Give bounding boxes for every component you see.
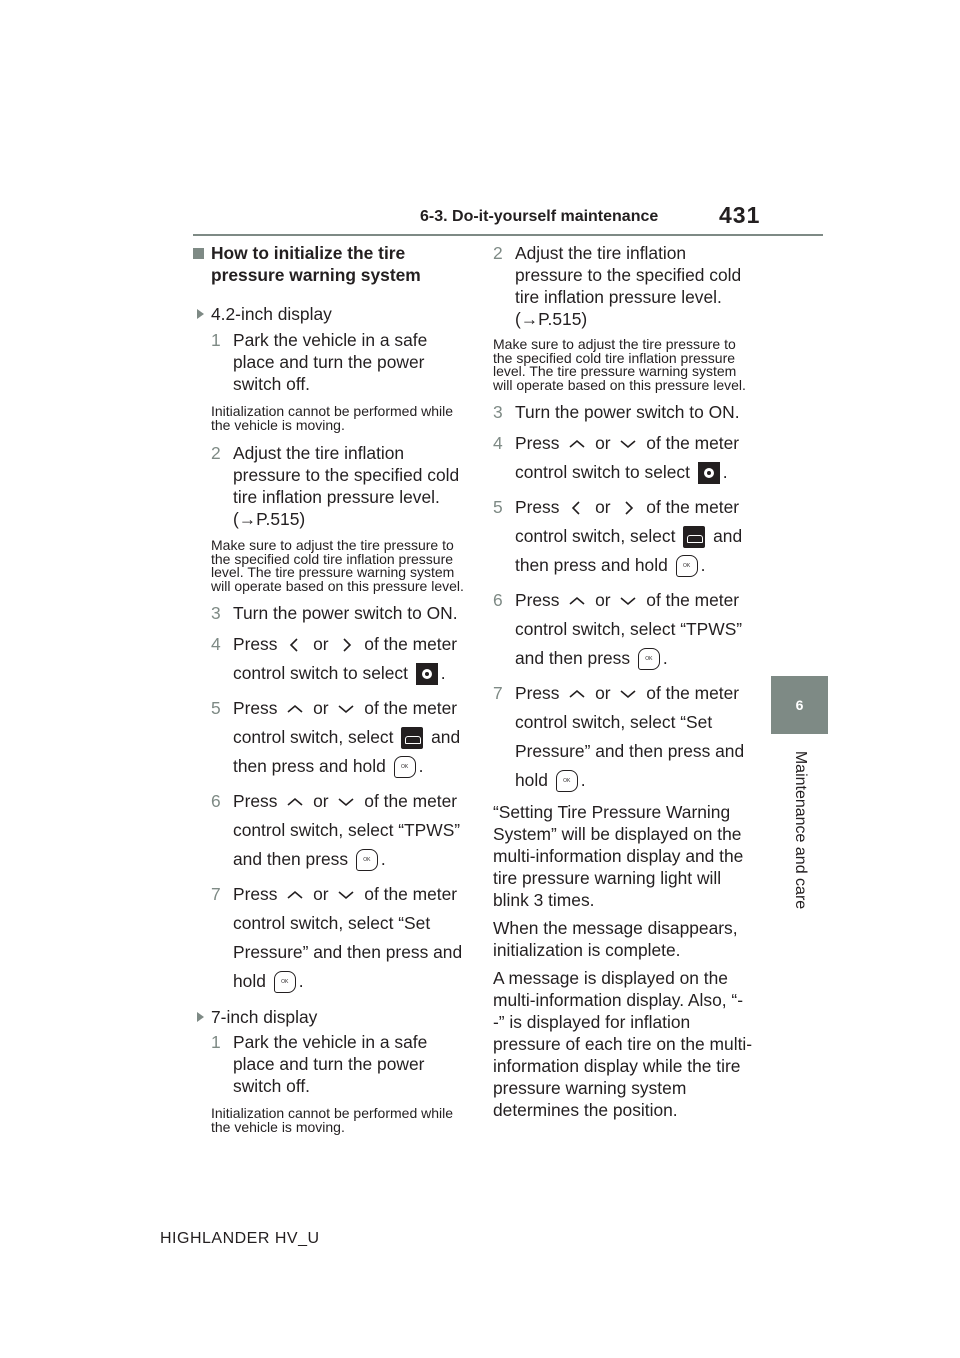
triangle-bullet-icon [197, 1012, 204, 1022]
step-number: 7 [211, 884, 221, 904]
step-5 [493, 493, 753, 580]
step-text: or [595, 590, 611, 610]
step-number: 2 [493, 243, 503, 263]
step-text: Adjust the tire inflation pressure to the specified cold tire inflation pressure level. (→P.515) [233, 443, 460, 529]
step-6 [493, 586, 753, 673]
page-number: 431 [719, 202, 761, 228]
ok-button-icon: OK [274, 971, 296, 993]
step-text: Press [233, 698, 278, 718]
step-text: Adjust the tire inflation pressure to the specified cold tire inflation pressure level. (→P.515) [515, 243, 742, 329]
heading-text: How to initialize the tire pressure warning system [211, 243, 421, 285]
step-text: Park the vehicle in a safe place and turn the power switch off. [233, 1032, 428, 1096]
header-rule [193, 234, 823, 236]
step-text: . [580, 770, 586, 790]
chevron-down-icon [337, 888, 355, 902]
step-text: Press [233, 791, 278, 811]
step-text: or [595, 683, 611, 703]
step-text: . [700, 555, 706, 575]
step-text: Turn the power switch to ON. [515, 402, 740, 422]
step-text: or [313, 884, 329, 904]
step-text: Press [515, 433, 560, 453]
body-paragraph: “Setting Tire Pressure Warning System” will be displayed on the multi-information display and the tire pressure warning light will blink 3 times. [493, 802, 744, 910]
variant-label: 4.2-inch display [211, 304, 332, 324]
step-text: Press [515, 497, 560, 517]
ok-button-icon: OK [356, 849, 378, 871]
chevron-down-icon [337, 702, 355, 716]
note: Initialization cannot be performed while the vehicle is moving. [211, 1105, 454, 1135]
step-text: . [298, 971, 304, 991]
vehicle-settings-icon [401, 727, 423, 749]
chevron-right-icon [337, 638, 355, 652]
chapter-tab[interactable]: 6 [771, 676, 828, 734]
left-column [211, 240, 471, 1134]
step-text: . [418, 756, 424, 776]
right-column [493, 240, 753, 1121]
step-2 [493, 242, 753, 330]
section-title: 6-3. Do-it-yourself maintenance [420, 208, 659, 225]
step-text: of the meter control switch, select “TPWS” and then press [233, 791, 461, 869]
chapter-label: Maintenance and care [792, 750, 809, 910]
chevron-left-icon [286, 638, 304, 652]
settings-gear-icon [698, 462, 720, 484]
step-5 [211, 694, 471, 781]
chevron-right-icon [619, 501, 637, 515]
step-text: or [595, 497, 611, 517]
step-number: 5 [211, 698, 221, 718]
step-number: 1 [211, 330, 221, 350]
step-text: Turn the power switch to ON. [233, 603, 458, 623]
step-number: 6 [211, 791, 221, 811]
step-text: of the meter control switch, select “Set Pressure” and then press and hold [515, 683, 745, 790]
triangle-bullet-icon [197, 309, 204, 319]
step-text: Park the vehicle in a safe place and turn the power switch off. [233, 330, 428, 394]
step-3 [493, 401, 753, 423]
ok-button-icon: OK [394, 756, 416, 778]
body-paragraph: A message is displayed on the multi-information display. Also, “--” is displayed for inflation pressure of each tire on the multi-information display while the tire pressure warning system determines the position. [493, 968, 753, 1120]
step-number: 4 [211, 634, 221, 654]
step-text: . [380, 849, 386, 869]
display-variant-a [193, 303, 471, 325]
chevron-up-icon [286, 888, 304, 902]
step-text: . [662, 648, 668, 668]
step-number: 3 [211, 603, 221, 623]
display-variant-b [193, 1006, 471, 1028]
step-4 [211, 630, 471, 688]
step-6 [211, 787, 471, 874]
chevron-up-icon [286, 795, 304, 809]
step-text: of the meter control switch, select [233, 698, 458, 747]
step-4 [493, 429, 753, 487]
step-text: or [313, 634, 329, 654]
ok-button-icon: OK [676, 555, 698, 577]
step-text: and then press and hold [233, 727, 461, 776]
step-text: of the meter control switch, select [515, 497, 740, 546]
chevron-up-icon [286, 702, 304, 716]
body-paragraph: When the message disappears, initialization is complete. [493, 918, 738, 960]
chevron-down-icon [619, 594, 637, 608]
step-1-b [211, 1031, 471, 1097]
step-text: of the meter control switch, select “Set Pressure” and then press and hold [233, 884, 463, 991]
step-text: Press [233, 634, 278, 654]
step-2 [211, 442, 471, 530]
step-text: . [722, 462, 728, 482]
step-number: 3 [493, 402, 503, 422]
step-number: 7 [493, 683, 503, 703]
chevron-down-icon [337, 795, 355, 809]
chevron-up-icon [568, 687, 586, 701]
chevron-down-icon [619, 687, 637, 701]
variant-label: 7-inch display [211, 1007, 318, 1027]
note: Make sure to adjust the tire pressure to the specified cold tire inflation pressure level. The tire pressure warning system will operate based on this pressure level. [211, 537, 464, 594]
step-number: 4 [493, 433, 503, 453]
chevron-up-icon [568, 437, 586, 451]
settings-gear-icon [416, 663, 438, 685]
step-text: Press [515, 683, 560, 703]
step-1 [211, 329, 471, 395]
ok-button-icon: OK [556, 770, 578, 792]
step-text: Press [233, 884, 278, 904]
note: Make sure to adjust the tire pressure to the specified cold tire inflation pressure level. The tire pressure warning system will operate based on this pressure level. [493, 336, 746, 393]
footer-model: HIGHLANDER HV_U [160, 1230, 320, 1247]
step-number: 1 [211, 1032, 221, 1052]
note: Initialization cannot be performed while the vehicle is moving. [211, 403, 454, 433]
step-text: or [595, 433, 611, 453]
step-text: and then press and hold [515, 526, 743, 575]
step-3 [211, 602, 471, 624]
step-number: 2 [211, 443, 221, 463]
step-text: or [313, 791, 329, 811]
chevron-down-icon [619, 437, 637, 451]
step-text: of the meter control switch, select “TPWS” and then press [515, 590, 743, 668]
step-7 [493, 679, 753, 795]
ok-button-icon: OK [638, 648, 660, 670]
step-text: or [313, 698, 329, 718]
heading-bullet-icon [193, 248, 204, 259]
step-text: . [440, 663, 446, 683]
chevron-up-icon [568, 594, 586, 608]
step-text: Press [515, 590, 560, 610]
section-heading [193, 242, 471, 286]
step-text: of the meter control switch to select [233, 634, 458, 683]
step-7 [211, 880, 471, 996]
step-number: 5 [493, 497, 503, 517]
vehicle-settings-icon [683, 526, 705, 548]
chevron-left-icon [568, 501, 586, 515]
step-number: 6 [493, 590, 503, 610]
step-text: of the meter control switch to select [515, 433, 740, 482]
